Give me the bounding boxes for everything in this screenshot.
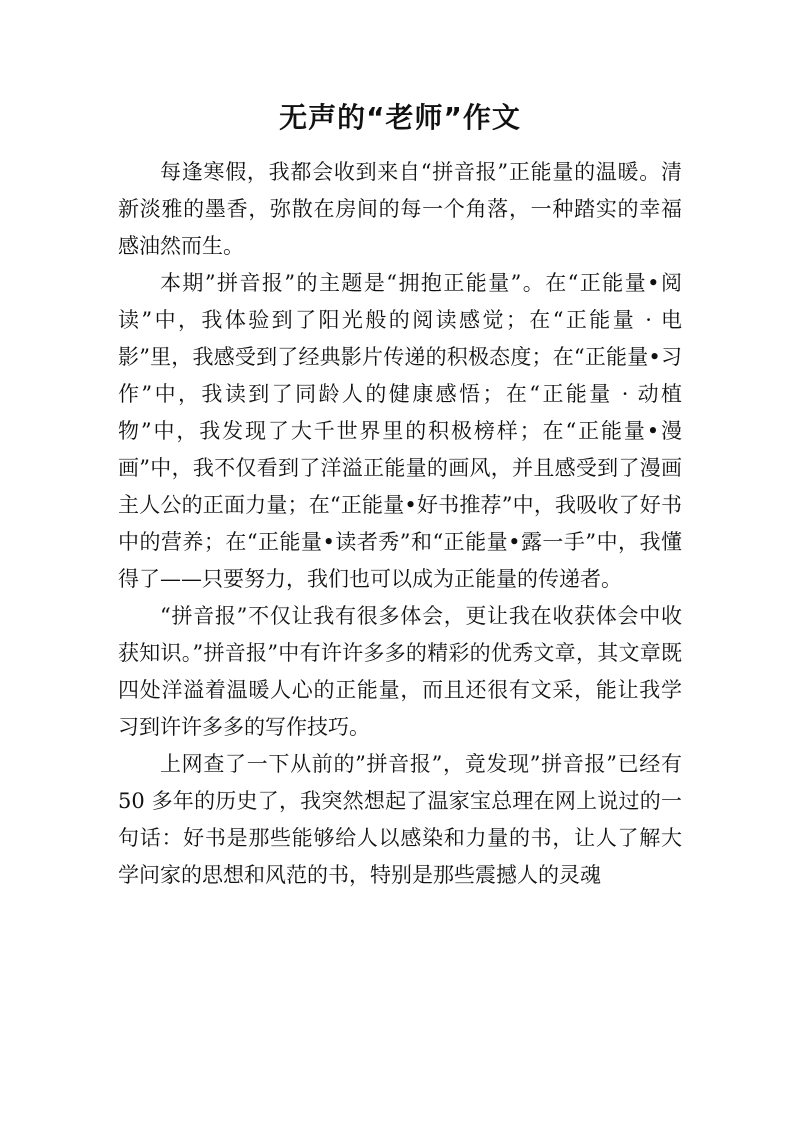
document-title: 无声的“老师”作文 [279,101,521,134]
paragraph-2: 本期”拼音报”的主题是“拥抱正能量”。在“正能量•阅读”中，我体验到了阳光般的阅读感觉；在“正能量 · 电影”里，我感受到了经典影片传递的积极态度；在“正能量•习作”中，我读到了同龄人的健康感悟；在“正能量 · 动植物”中，我发现了大千世界里的积极榜样；在“正能量•漫画”中，我不仅看到了洋溢正能量的画风，并且感受到了漫画主人公的正面力量；在“正能量•好书推荐”中，我吸收了好书中的营养；在“正能量•读者秀”和“正能量•露一手”中，我懂得了——只要努力，我们也可以成为正能量的传递者。 [118,271,682,591]
paragraph-3: “拼音报”不仅让我有很多体会，更让我在收获体会中收获知识。”拼音报”中有许许多多的精彩的优秀文章，其文章既四处洋溢着温暖人心的正能量，而且还很有文采，能让我学习到许许多多的写作技巧。 [118,604,682,739]
paragraph-1: 每逢寒假，我都会收到来自“拼音报”正能量的温暖。清新淡雅的墨香，弥散在房间的每一个角落，一种踏实的幸福感油然而生。 [118,160,682,258]
paragraph-4: 上网查了一下从前的”拼音报”，竟发现”拼音报”已经有 50 多年的历史了，我突然想起了温家宝总理在网上说过的一句话：好书是那些能够给人以感染和力量的书，让人了解大学问家的思想和风范的书，特别是那些震撼人的灵魂 [118,752,682,887]
document-body [118,154,682,894]
